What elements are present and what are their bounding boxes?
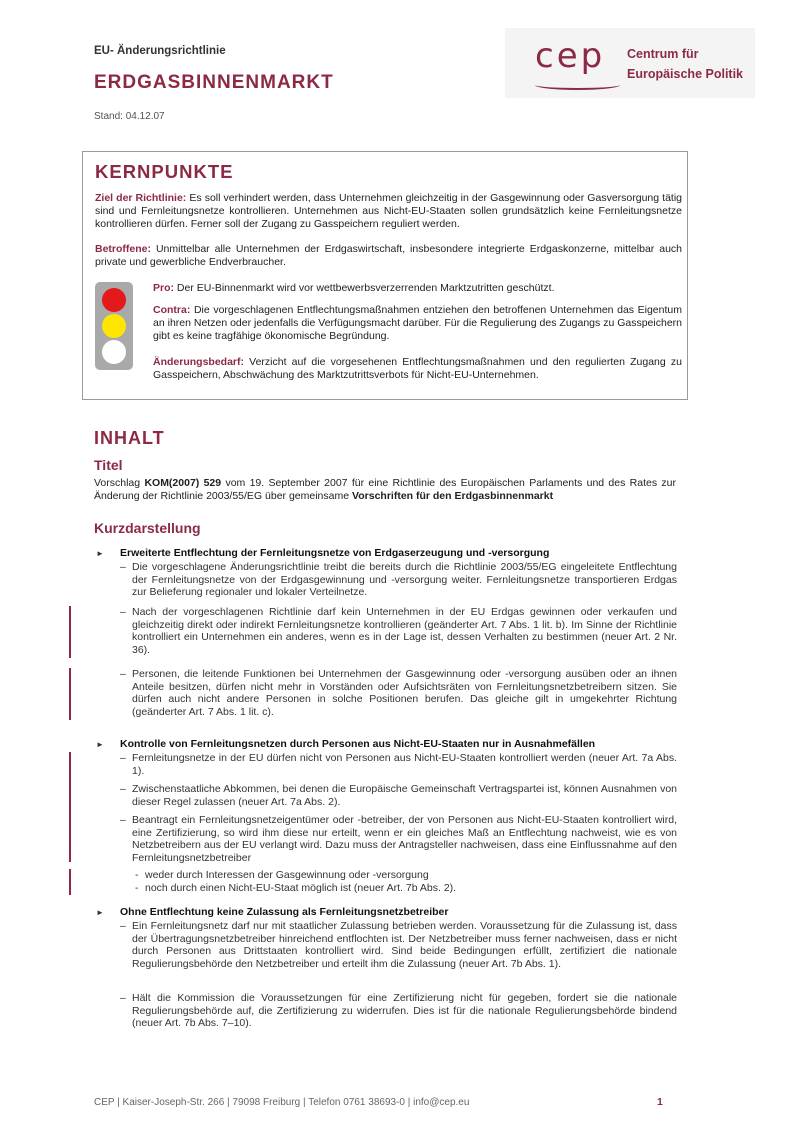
section-1-item-3: – Personen, die leitende Funktionen bei Unternehmen der Gasgewinnung oder -versorgung ausüben oder an ihnen Anteile besitzen, dürfen nicht mehr in Vorständen oder Aufsichtsräten von Fernleitungsnetzbetreibern sitzen. Sie dürfen auch nicht andere Personen in solche Positionen berufen. Das gleiche gilt in umgekehrter Richtung (geänderter Art. 7 Abs. 1 lit. c). (120, 668, 677, 718)
pro-label: Pro: (153, 282, 174, 294)
kurzdarstellung-heading: Kurzdarstellung (94, 520, 201, 536)
section-3-heading: Ohne Entflechtung keine Zulassung als Fernleitungsnetzbetreiber (120, 906, 449, 918)
traffic-light-red (102, 288, 126, 312)
section-1-item-1: – Die vorgeschlagene Änderungsrichtlinie treibt die bereits durch die Richtlinie 2003/55/EG eingeleitete Entflechtung der Fernleitungsnetze von der Erdgasgewinnung und -versorgung weiter. Fernleitungsnetze transportieren Erdgas zur Belieferung regionaler und lokaler Verteilnetze. (120, 561, 677, 599)
pro-text: Der EU-Binnenmarkt wird vor wettbewerbsverzerrenden Marktzutritten geschützt. (176, 282, 555, 294)
logo-org-name (627, 44, 743, 84)
section-2-subitem-1: - weder durch Interessen der Gasgewinnung oder -versorgung (135, 869, 429, 881)
logo-org-line1: Centrum für (627, 47, 699, 61)
betroffene-paragraph (95, 243, 682, 269)
section-2-item-3: – Beantragt ein Fernleitungsnetzeigentümer oder -betreiber, der von Personen aus Nicht-EU-Staaten kontrolliert wird, eine Zertifizierung, so wird ihm diese nur erteilt, wenn er ein gleiches Maß an Entflechtung nachweist, wie es von Netzbetreibern aus der EU verlangt wird. Dazu muss der Antragsteller nachweisen, dass eine Einflussnahme auf den Fernleitungsnetzbetreiber (120, 814, 677, 864)
contra-text: Die vorgeschlagenen Entflechtungsmaßnahmen entziehen den betroffenen Unternehmen das Eigentum an ihren Netzen oder jedenfalls die Verfügungsmacht darüber. Für die Regulierung des Zugangs zu Gasspeichern gibt es keine tragfähige ökonomische Begründung. (153, 304, 682, 342)
contra-paragraph (153, 304, 682, 343)
section-2-heading: Kontrolle von Fernleitungsnetzen durch Personen aus Nicht-EU-Staaten nur in Ausnahmefällen (120, 738, 596, 750)
dash-icon: – (120, 668, 126, 680)
aenderungsbedarf-label: Änderungsbedarf: (153, 356, 245, 368)
titel-heading: Titel (94, 457, 123, 473)
aenderungsbedarf-text: Verzicht auf die vorgesehenen Entflechtungsmaßnahmen und den regulierten Zugang zu Gasspeichern, Abschwächung des Marktzutrittsverbots für Nicht-EU-Unternehmen. (153, 356, 682, 381)
traffic-light-white (102, 340, 126, 364)
dash-icon: – (120, 992, 126, 1004)
change-bar (69, 668, 71, 720)
ziel-paragraph (95, 192, 682, 231)
dash-icon: – (120, 561, 126, 573)
pro-paragraph (153, 282, 682, 295)
dash-icon: – (120, 606, 126, 618)
document-subject: EU- Änderungsrichtlinie (94, 45, 226, 57)
titel-kom: KOM(2007) 529 (144, 477, 222, 489)
dash-icon: – (120, 783, 126, 795)
document-title: ERDGASBINNENMARKT (94, 72, 334, 93)
logo-org-line2: Europäische Politik (627, 67, 744, 81)
logo-wordmark: cep (535, 36, 606, 76)
ziel-label: Ziel der Richtlinie: (95, 192, 187, 204)
cep-logo (505, 28, 755, 98)
dash-icon: – (120, 920, 126, 932)
traffic-light-yellow (102, 314, 126, 338)
ziel-text: Es soll verhindert werden, dass Unternehmen gleichzeitig in der Gasgewinnung oder Gasversorgung tätig sind und Fernleitungsnetze kontrollieren. Unternehmen aus Nicht-EU-Staaten sollen grundsätzlich keine Fernleitungsnetze kontrollieren dürfen. Ferner soll der Zugang zu Gasspeichern reguliert werden. (95, 192, 683, 230)
section-1-item-2: – Nach der vorgeschlagenen Richtlinie darf kein Unternehmen in der EU Erdgas gewinnen oder verkaufen und gleichzeitig direkt oder indirekt Fernleitungsnetze kontrollieren (geänderter Art. 7 Abs. 1 lit. b). Im Sinne der Richtlinie kontrolliert ein Unternehmen ein anderes, wenn es in der Lage ist, dessen Verhalten zu bestimmen (neuer Art. 2 Nr. 36). (120, 606, 677, 656)
section-3-item-1: – Ein Fernleitungsnetz darf nur mit staatlicher Zulassung betrieben werden. Voraussetzung für die Zulassung ist, dass der Übertragungsnetzbetreiber hinreichend entflochten ist. Der Netzbetreiber muss ferner nachweisen, dass er nicht durch Personen aus Drittstaaten kontrolliert wird. Sind beide Bedingungen erfüllt, zertifiziert die nationale Regulierungsbehörde den Netzbetreiber und erteilt ihm die Zulassung (neuer Art. 7b Abs. 1). (120, 920, 677, 970)
section-2-subitem-2: - noch durch einen Nicht-EU-Staat möglich ist (neuer Art. 7b Abs. 2). (135, 882, 457, 894)
titel-bold: Vorschriften für den Erdgasbinnenmarkt (352, 490, 554, 502)
footer-contact: CEP | Kaiser-Joseph-Str. 266 | 79098 Freiburg | Telefon 0761 38693-0 | info@cep.eu (94, 1097, 470, 1108)
bullet-triangle-icon: ► (96, 908, 104, 917)
logo-arc-icon (535, 80, 620, 90)
section-2-item-1: – Fernleitungsnetze in der EU dürfen nicht von Personen aus Nicht-EU-Staaten kontrolliert werden (neuer Art. 7a Abs. 1). (120, 752, 677, 777)
section-3-item-2: – Hält die Kommission die Voraussetzungen für eine Zertifizierung nicht für gegeben, fordert sie die nationale Regulierungsbehörde auf, die Zertifizierung zu widerrufen. Dies ist für die nationale Regulierungsbehörde bindend (neuer Art. 7b Abs. 7–10). (120, 992, 677, 1030)
section-2-item-2: – Zwischenstaatliche Abkommen, bei denen die Europäische Gemeinschaft Vertragspartei ist, können Ausnahmen von dieser Regel zulassen (neuer Art. 7a Abs. 2). (120, 783, 677, 808)
kernpunkte-title: KERNPUNKTE (95, 161, 234, 182)
bullet-triangle-icon: ► (96, 549, 104, 558)
aenderungsbedarf-paragraph (153, 356, 682, 382)
section-1-heading: Erweiterte Entflechtung der Fernleitungsnetze von Erdgaserzeugung und -versorgung (120, 547, 550, 559)
page-number: 1 (657, 1096, 663, 1108)
change-bar (69, 869, 71, 895)
dash-icon: – (120, 752, 126, 764)
contra-label: Contra: (153, 304, 191, 316)
traffic-light-icon (95, 282, 133, 370)
titel-paragraph (94, 477, 676, 503)
change-bar (69, 752, 71, 862)
document-date: Stand: 04.12.07 (94, 111, 165, 122)
betroffene-label: Betroffene: (95, 243, 152, 255)
titel-pre: Vorschlag (94, 477, 141, 489)
dash-icon: – (120, 814, 126, 826)
betroffene-text: Unmittelbar alle Unternehmen der Erdgaswirtschaft, insbesondere integrierte Erdgaskonzerne, mittelbar auch private und gewerbliche Endverbraucher. (95, 243, 682, 268)
bullet-triangle-icon: ► (96, 740, 104, 749)
inhalt-heading: INHALT (94, 428, 165, 448)
change-bar (69, 606, 71, 658)
titel-mid: vom 19. September 2007 für eine Richtlinie des Europäischen Parlaments und des Rates zur Änderung der Richtlinie 2003/55/EG über gemeinsame (94, 477, 676, 502)
